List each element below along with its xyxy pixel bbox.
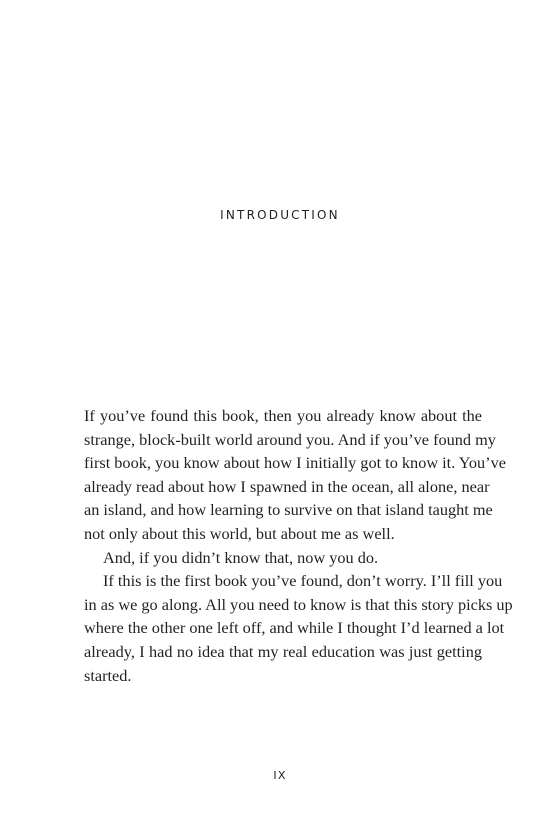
- text-line: in as we go along. All you need to know is that this story picks up: [84, 594, 513, 614]
- body-text: [84, 404, 513, 687]
- text-line: If you’ve found this book, then you already know about the: [84, 406, 482, 425]
- chapter-heading: INTRODUCTION: [220, 208, 340, 222]
- paragraph-2: [84, 546, 482, 570]
- text-line: an island, and how learning to survive on that island taught me: [84, 500, 493, 520]
- paragraph-1: [84, 404, 506, 546]
- text-line: not only about this world, but about me as well.: [84, 523, 395, 543]
- paragraph-3: [84, 569, 513, 687]
- text-line: started.: [84, 665, 132, 685]
- text-line: strange, block-built world around you. And if you’ve found my: [84, 429, 496, 449]
- text-line: where the other one left off, and while I thought I’d learned a lot: [84, 618, 505, 638]
- text-line: already, I had no idea that my real education was just getting: [84, 641, 482, 661]
- text-line: If this is the first book you’ve found, don’t worry. I’ll fill you: [103, 571, 503, 591]
- page-number: IX: [273, 769, 287, 782]
- text-line: already read about how I spawned in the ocean, all alone, near: [84, 476, 490, 496]
- text-line: first book, you know about how I initially got to know it. You’ve: [84, 453, 506, 473]
- text-line: And, if you didn’t know that, now you do.: [103, 547, 379, 567]
